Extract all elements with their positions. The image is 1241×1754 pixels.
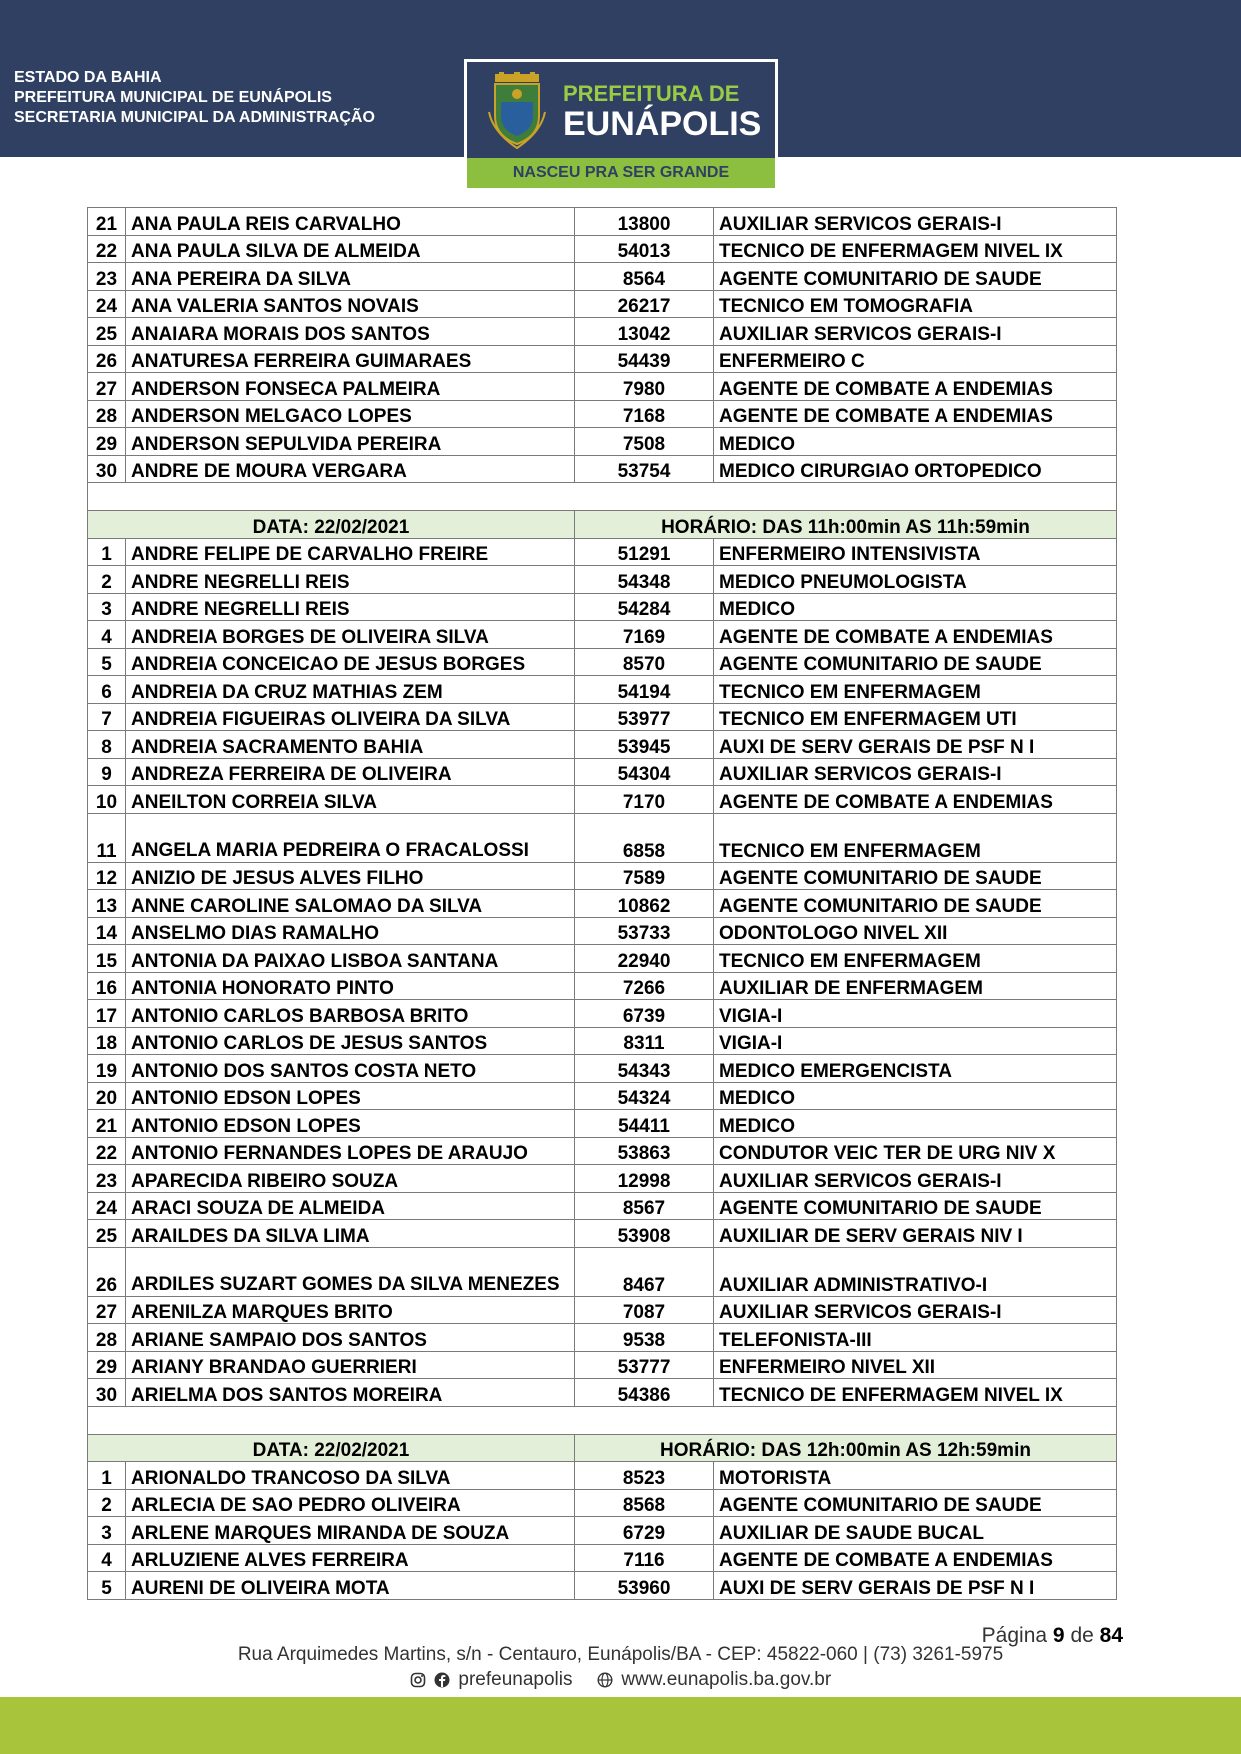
- employee-name: ANDREIA DA CRUZ MATHIAS ZEM: [126, 676, 575, 704]
- employee-id: 54324: [575, 1082, 714, 1110]
- table-row: [88, 1137, 1117, 1165]
- table-row: [88, 1572, 1117, 1600]
- employee-id: 13042: [575, 318, 714, 346]
- employee-role: AUXILIAR SERVICOS GERAIS-I: [714, 1296, 1117, 1324]
- table-row: [88, 1517, 1117, 1545]
- employee-schedule-table: [87, 207, 1117, 1600]
- table-row: [88, 1165, 1117, 1193]
- row-number: 25: [88, 318, 126, 346]
- employee-name: ANTONIO FERNANDES LOPES DE ARAUJO: [126, 1137, 575, 1165]
- table-row: [88, 208, 1117, 236]
- table-row: [88, 786, 1117, 814]
- table-row: [88, 813, 1117, 862]
- employee-id: 7589: [575, 862, 714, 890]
- table-row: [88, 318, 1117, 346]
- table-row: [88, 1296, 1117, 1324]
- row-number: 1: [88, 538, 126, 566]
- employee-name: ANAIARA MORAIS DOS SANTOS: [126, 318, 575, 346]
- employee-id: 8568: [575, 1489, 714, 1517]
- row-number: 28: [88, 400, 126, 428]
- employee-id: 8523: [575, 1462, 714, 1490]
- employee-id: 54348: [575, 566, 714, 594]
- spacer-row: [88, 483, 1117, 511]
- employee-role: AGENTE DE COMBATE A ENDEMIAS: [714, 786, 1117, 814]
- employee-name: ARLENE MARQUES MIRANDA DE SOUZA: [126, 1517, 575, 1545]
- employee-name: ANDRE FELIPE DE CARVALHO FREIRE: [126, 538, 575, 566]
- employee-role: MEDICO: [714, 1082, 1117, 1110]
- employee-id: 54411: [575, 1110, 714, 1138]
- employee-id: 53754: [575, 455, 714, 483]
- employee-name: ARLUZIENE ALVES FERREIRA: [126, 1544, 575, 1572]
- employee-role: MEDICO CIRURGIAO ORTOPEDICO: [714, 455, 1117, 483]
- employee-id: 7980: [575, 373, 714, 401]
- row-number: 4: [88, 1544, 126, 1572]
- row-number: 26: [88, 345, 126, 373]
- row-number: 19: [88, 1055, 126, 1083]
- employee-id: 53977: [575, 703, 714, 731]
- table-row: [88, 676, 1117, 704]
- row-number: 22: [88, 1137, 126, 1165]
- employee-id: 7170: [575, 786, 714, 814]
- employee-name: ANA PAULA REIS CARVALHO: [126, 208, 575, 236]
- table-row: [88, 731, 1117, 759]
- row-number: 24: [88, 1192, 126, 1220]
- website-link[interactable]: www.eunapolis.ba.gov.br: [621, 1669, 832, 1690]
- table-row: [88, 538, 1117, 566]
- row-number: 14: [88, 917, 126, 945]
- employee-role: TECNICO DE ENFERMAGEM NIVEL IX: [714, 1379, 1117, 1407]
- section-time: HORÁRIO: DAS 12h:00min AS 12h:59min: [575, 1434, 1117, 1462]
- table-row: [88, 758, 1117, 786]
- employee-id: 51291: [575, 538, 714, 566]
- employee-role: TELEFONISTA-III: [714, 1324, 1117, 1352]
- employee-id: 6739: [575, 1000, 714, 1028]
- employee-role: AUXILIAR DE ENFERMAGEM: [714, 972, 1117, 1000]
- footer-address: Rua Arquimedes Martins, s/n - Centauro, Eunápolis/BA - CEP: 45822-060 | (73) 3261-5975: [237, 1644, 1004, 1665]
- row-number: 27: [88, 1296, 126, 1324]
- table-row: [88, 1082, 1117, 1110]
- employee-name: ARIONALDO TRANCOSO DA SILVA: [126, 1462, 575, 1490]
- table-row: [88, 1379, 1117, 1407]
- employee-name: ANTONIA DA PAIXAO LISBOA SANTANA: [126, 945, 575, 973]
- employee-name: ANTONIO EDSON LOPES: [126, 1110, 575, 1138]
- employee-role: AUXILIAR DE SAUDE BUCAL: [714, 1517, 1117, 1545]
- page-label: Página: [981, 1624, 1048, 1647]
- employee-name: ANDREIA BORGES DE OLIVEIRA SILVA: [126, 621, 575, 649]
- employee-role: AGENTE COMUNITARIO DE SAUDE: [714, 1489, 1117, 1517]
- row-number: 3: [88, 1517, 126, 1545]
- table-row: [88, 890, 1117, 918]
- spacer-cell: [88, 483, 1117, 511]
- employee-role: AGENTE COMUNITARIO DE SAUDE: [714, 1192, 1117, 1220]
- table-row: [88, 345, 1117, 373]
- row-number: 22: [88, 235, 126, 263]
- employee-name: ANDRE NEGRELLI REIS: [126, 593, 575, 621]
- employee-name: ANDREIA CONCEICAO DE JESUS BORGES: [126, 648, 575, 676]
- employee-id: 53960: [575, 1572, 714, 1600]
- section-header-row: [88, 511, 1117, 539]
- employee-id: 54386: [575, 1379, 714, 1407]
- spacer-cell: [88, 1406, 1117, 1434]
- employee-role: MEDICO EMERGENCISTA: [714, 1055, 1117, 1083]
- employee-name: ANDRE DE MOURA VERGARA: [126, 455, 575, 483]
- table-row: [88, 1110, 1117, 1138]
- footer-bar: [0, 1697, 1241, 1754]
- section-date: DATA: 22/02/2021: [88, 1434, 575, 1462]
- table-row: [88, 263, 1117, 291]
- employee-role: AUXILIAR SERVICOS GERAIS-I: [714, 758, 1117, 786]
- employee-role: VIGIA-I: [714, 1027, 1117, 1055]
- employee-name: ANSELMO DIAS RAMALHO: [126, 917, 575, 945]
- employee-role: CONDUTOR VEIC TER DE URG NIV X: [714, 1137, 1117, 1165]
- employee-role: MOTORISTA: [714, 1462, 1117, 1490]
- employee-id: 12998: [575, 1165, 714, 1193]
- employee-name: ANDREZA FERREIRA DE OLIVEIRA: [126, 758, 575, 786]
- prefecture-logo: [464, 59, 778, 191]
- row-number: 12: [88, 862, 126, 890]
- row-number: 11: [88, 813, 126, 862]
- facebook-icon: [434, 1672, 450, 1688]
- row-number: 6: [88, 676, 126, 704]
- row-number: 20: [88, 1082, 126, 1110]
- employee-id: 8467: [575, 1247, 714, 1296]
- employee-role: MEDICO: [714, 593, 1117, 621]
- employee-role: AUXILIAR SERVICOS GERAIS-I: [714, 318, 1117, 346]
- employee-name: ANDERSON FONSECA PALMEIRA: [126, 373, 575, 401]
- employee-role: AGENTE DE COMBATE A ENDEMIAS: [714, 1544, 1117, 1572]
- logo-title-line1: PREFEITURA DE: [563, 81, 740, 106]
- employee-role: AGENTE COMUNITARIO DE SAUDE: [714, 648, 1117, 676]
- footer-social: [0, 1668, 1241, 1692]
- employee-role: MEDICO: [714, 428, 1117, 456]
- employee-role: AGENTE COMUNITARIO DE SAUDE: [714, 263, 1117, 291]
- employee-role: ENFERMEIRO NIVEL XII: [714, 1351, 1117, 1379]
- section-header-row: [88, 1434, 1117, 1462]
- row-number: 21: [88, 208, 126, 236]
- row-number: 3: [88, 593, 126, 621]
- table-row: [88, 1247, 1117, 1296]
- row-number: 28: [88, 1324, 126, 1352]
- instagram-icon: [410, 1672, 426, 1688]
- employee-role: MEDICO: [714, 1110, 1117, 1138]
- employee-id: 8567: [575, 1192, 714, 1220]
- row-number: 15: [88, 945, 126, 973]
- row-number: 1: [88, 1462, 126, 1490]
- employee-name: ARACI SOUZA DE ALMEIDA: [126, 1192, 575, 1220]
- employee-name: AURENI DE OLIVEIRA MOTA: [126, 1572, 575, 1600]
- employee-role: TECNICO EM TOMOGRAFIA: [714, 290, 1117, 318]
- employee-id: 53863: [575, 1137, 714, 1165]
- section-date: DATA: 22/02/2021: [88, 511, 575, 539]
- row-number: 30: [88, 455, 126, 483]
- row-number: 2: [88, 566, 126, 594]
- employee-name: ANATURESA FERREIRA GUIMARAES: [126, 345, 575, 373]
- employee-name: ANNE CAROLINE SALOMAO DA SILVA: [126, 890, 575, 918]
- crest-icon: [487, 72, 547, 150]
- table-body: [88, 208, 1117, 1600]
- table-row: [88, 945, 1117, 973]
- table-row: [88, 1192, 1117, 1220]
- row-number: 8: [88, 731, 126, 759]
- employee-name: ANA VALERIA SANTOS NOVAIS: [126, 290, 575, 318]
- employee-id: 54304: [575, 758, 714, 786]
- table-row: [88, 1000, 1117, 1028]
- row-number: 26: [88, 1247, 126, 1296]
- employee-name: ANGELA MARIA PEDREIRA O FRACALOSSI: [126, 813, 575, 862]
- employee-id: 54343: [575, 1055, 714, 1083]
- employee-name: ANEILTON CORREIA SILVA: [126, 786, 575, 814]
- row-number: 27: [88, 373, 126, 401]
- header-institution-lines: [14, 68, 375, 128]
- table-row: [88, 972, 1117, 1000]
- row-number: 13: [88, 890, 126, 918]
- row-number: 7: [88, 703, 126, 731]
- employee-name: ANDERSON MELGACO LOPES: [126, 400, 575, 428]
- employee-name: ANTONIO CARLOS DE JESUS SANTOS: [126, 1027, 575, 1055]
- table-row: [88, 566, 1117, 594]
- table-row: [88, 1489, 1117, 1517]
- logo-title-line2: EUNÁPOLIS: [563, 105, 762, 143]
- table-row: [88, 703, 1117, 731]
- employee-role: AGENTE COMUNITARIO DE SAUDE: [714, 890, 1117, 918]
- logo-slogan: NASCEU PRA SER GRANDE: [467, 158, 775, 188]
- employee-name: ARIELMA DOS SANTOS MOREIRA: [126, 1379, 575, 1407]
- row-number: 2: [88, 1489, 126, 1517]
- page-current: 9: [1052, 1624, 1065, 1647]
- table-row: [88, 917, 1117, 945]
- employee-role: AGENTE COMUNITARIO DE SAUDE: [714, 862, 1117, 890]
- employee-id: 54194: [575, 676, 714, 704]
- employee-name: ARIANY BRANDAO GUERRIERI: [126, 1351, 575, 1379]
- employee-name: ANA PAULA SILVA DE ALMEIDA: [126, 235, 575, 263]
- employee-role: MEDICO PNEUMOLOGISTA: [714, 566, 1117, 594]
- employee-name: ANDREIA FIGUEIRAS OLIVEIRA DA SILVA: [126, 703, 575, 731]
- employee-role: TECNICO EM ENFERMAGEM: [714, 945, 1117, 973]
- row-number: 5: [88, 1572, 126, 1600]
- table-row: [88, 1324, 1117, 1352]
- employee-role: TECNICO EM ENFERMAGEM: [714, 676, 1117, 704]
- row-number: 18: [88, 1027, 126, 1055]
- employee-id: 53945: [575, 731, 714, 759]
- employee-name: ARLECIA DE SAO PEDRO OLIVEIRA: [126, 1489, 575, 1517]
- table-row: [88, 290, 1117, 318]
- employee-role: AUXILIAR SERVICOS GERAIS-I: [714, 208, 1117, 236]
- employee-id: 7116: [575, 1544, 714, 1572]
- table-row: [88, 455, 1117, 483]
- logo-top: [467, 62, 775, 160]
- employee-role: AUXILIAR DE SERV GERAIS NIV I: [714, 1220, 1117, 1248]
- row-number: 10: [88, 786, 126, 814]
- employee-id: 54439: [575, 345, 714, 373]
- employee-role: AGENTE DE COMBATE A ENDEMIAS: [714, 621, 1117, 649]
- table-row: [88, 1462, 1117, 1490]
- table-row: [88, 648, 1117, 676]
- row-number: 24: [88, 290, 126, 318]
- table-row: [88, 862, 1117, 890]
- employee-id: 6729: [575, 1517, 714, 1545]
- employee-id: 10862: [575, 890, 714, 918]
- employee-name: ARAILDES DA SILVA LIMA: [126, 1220, 575, 1248]
- row-number: 5: [88, 648, 126, 676]
- employee-name: ANDERSON SEPULVIDA PEREIRA: [126, 428, 575, 456]
- employee-role: AGENTE DE COMBATE A ENDEMIAS: [714, 373, 1117, 401]
- employee-id: 8570: [575, 648, 714, 676]
- employee-role: TECNICO EM ENFERMAGEM UTI: [714, 703, 1117, 731]
- table-row: [88, 428, 1117, 456]
- social-handle[interactable]: prefeunapolis: [458, 1669, 573, 1690]
- employee-id: 22940: [575, 945, 714, 973]
- employee-role: TECNICO DE ENFERMAGEM NIVEL IX: [714, 235, 1117, 263]
- employee-name: ANA PEREIRA DA SILVA: [126, 263, 575, 291]
- employee-name: ANTONIO CARLOS BARBOSA BRITO: [126, 1000, 575, 1028]
- table-row: [88, 235, 1117, 263]
- employee-name: ANDREIA SACRAMENTO BAHIA: [126, 731, 575, 759]
- row-number: 25: [88, 1220, 126, 1248]
- employee-id: 54013: [575, 235, 714, 263]
- header-line-secretariat: SECRETARIA MUNICIPAL DA ADMINISTRAÇÃO: [14, 109, 375, 126]
- employee-name: ANTONIO EDSON LOPES: [126, 1082, 575, 1110]
- employee-id: 13800: [575, 208, 714, 236]
- row-number: 9: [88, 758, 126, 786]
- employee-role: ENFERMEIRO INTENSIVISTA: [714, 538, 1117, 566]
- employee-name: ANIZIO DE JESUS ALVES FILHO: [126, 862, 575, 890]
- table-row: [88, 1351, 1117, 1379]
- section-time: HORÁRIO: DAS 11h:00min AS 11h:59min: [575, 511, 1117, 539]
- employee-role: TECNICO EM ENFERMAGEM: [714, 813, 1117, 862]
- employee-role: AGENTE DE COMBATE A ENDEMIAS: [714, 400, 1117, 428]
- header-line-state: ESTADO DA BAHIA: [14, 69, 162, 86]
- employee-id: 53908: [575, 1220, 714, 1248]
- employee-name: ARIANE SAMPAIO DOS SANTOS: [126, 1324, 575, 1352]
- employee-name: ARDILES SUZART GOMES DA SILVA MENEZES: [126, 1247, 575, 1296]
- page-separator: de: [1070, 1624, 1094, 1647]
- employee-id: 7087: [575, 1296, 714, 1324]
- employee-id: 7168: [575, 400, 714, 428]
- employee-role: ODONTOLOGO NIVEL XII: [714, 917, 1117, 945]
- row-number: 29: [88, 428, 126, 456]
- employee-role: AUXILIAR ADMINISTRATIVO-I: [714, 1247, 1117, 1296]
- employee-id: 54284: [575, 593, 714, 621]
- employee-id: 26217: [575, 290, 714, 318]
- employee-id: 7508: [575, 428, 714, 456]
- spacer-row: [88, 1406, 1117, 1434]
- employee-id: 7169: [575, 621, 714, 649]
- table-row: [88, 593, 1117, 621]
- table-row: [88, 400, 1117, 428]
- employee-id: 53777: [575, 1351, 714, 1379]
- row-number: 17: [88, 1000, 126, 1028]
- row-number: 21: [88, 1110, 126, 1138]
- employee-name: APARECIDA RIBEIRO SOUZA: [126, 1165, 575, 1193]
- table-row: [88, 1544, 1117, 1572]
- table-row: [88, 1055, 1117, 1083]
- employee-role: AUXILIAR SERVICOS GERAIS-I: [714, 1165, 1117, 1193]
- row-number: 23: [88, 263, 126, 291]
- table-row: [88, 1220, 1117, 1248]
- row-number: 30: [88, 1379, 126, 1407]
- employee-role: AUXI DE SERV GERAIS DE PSF N I: [714, 1572, 1117, 1600]
- employee-role: AUXI DE SERV GERAIS DE PSF N I: [714, 731, 1117, 759]
- row-number: 29: [88, 1351, 126, 1379]
- table-row: [88, 1027, 1117, 1055]
- globe-icon: [597, 1672, 613, 1688]
- table-row: [88, 621, 1117, 649]
- employee-id: 8564: [575, 263, 714, 291]
- row-number: 23: [88, 1165, 126, 1193]
- employee-name: ANTONIO DOS SANTOS COSTA NETO: [126, 1055, 575, 1083]
- employee-name: ANTONIA HONORATO PINTO: [126, 972, 575, 1000]
- row-number: 4: [88, 621, 126, 649]
- page-total: 84: [1099, 1624, 1123, 1647]
- employee-name: ARENILZA MARQUES BRITO: [126, 1296, 575, 1324]
- employee-role: VIGIA-I: [714, 1000, 1117, 1028]
- employee-id: 7266: [575, 972, 714, 1000]
- employee-id: 9538: [575, 1324, 714, 1352]
- employee-role: ENFERMEIRO C: [714, 345, 1117, 373]
- employee-id: 53733: [575, 917, 714, 945]
- employee-name: ANDRE NEGRELLI REIS: [126, 566, 575, 594]
- header-line-prefecture: PREFEITURA MUNICIPAL DE EUNÁPOLIS: [14, 89, 332, 106]
- row-number: 16: [88, 972, 126, 1000]
- employee-id: 8311: [575, 1027, 714, 1055]
- table-row: [88, 373, 1117, 401]
- employee-id: 6858: [575, 813, 714, 862]
